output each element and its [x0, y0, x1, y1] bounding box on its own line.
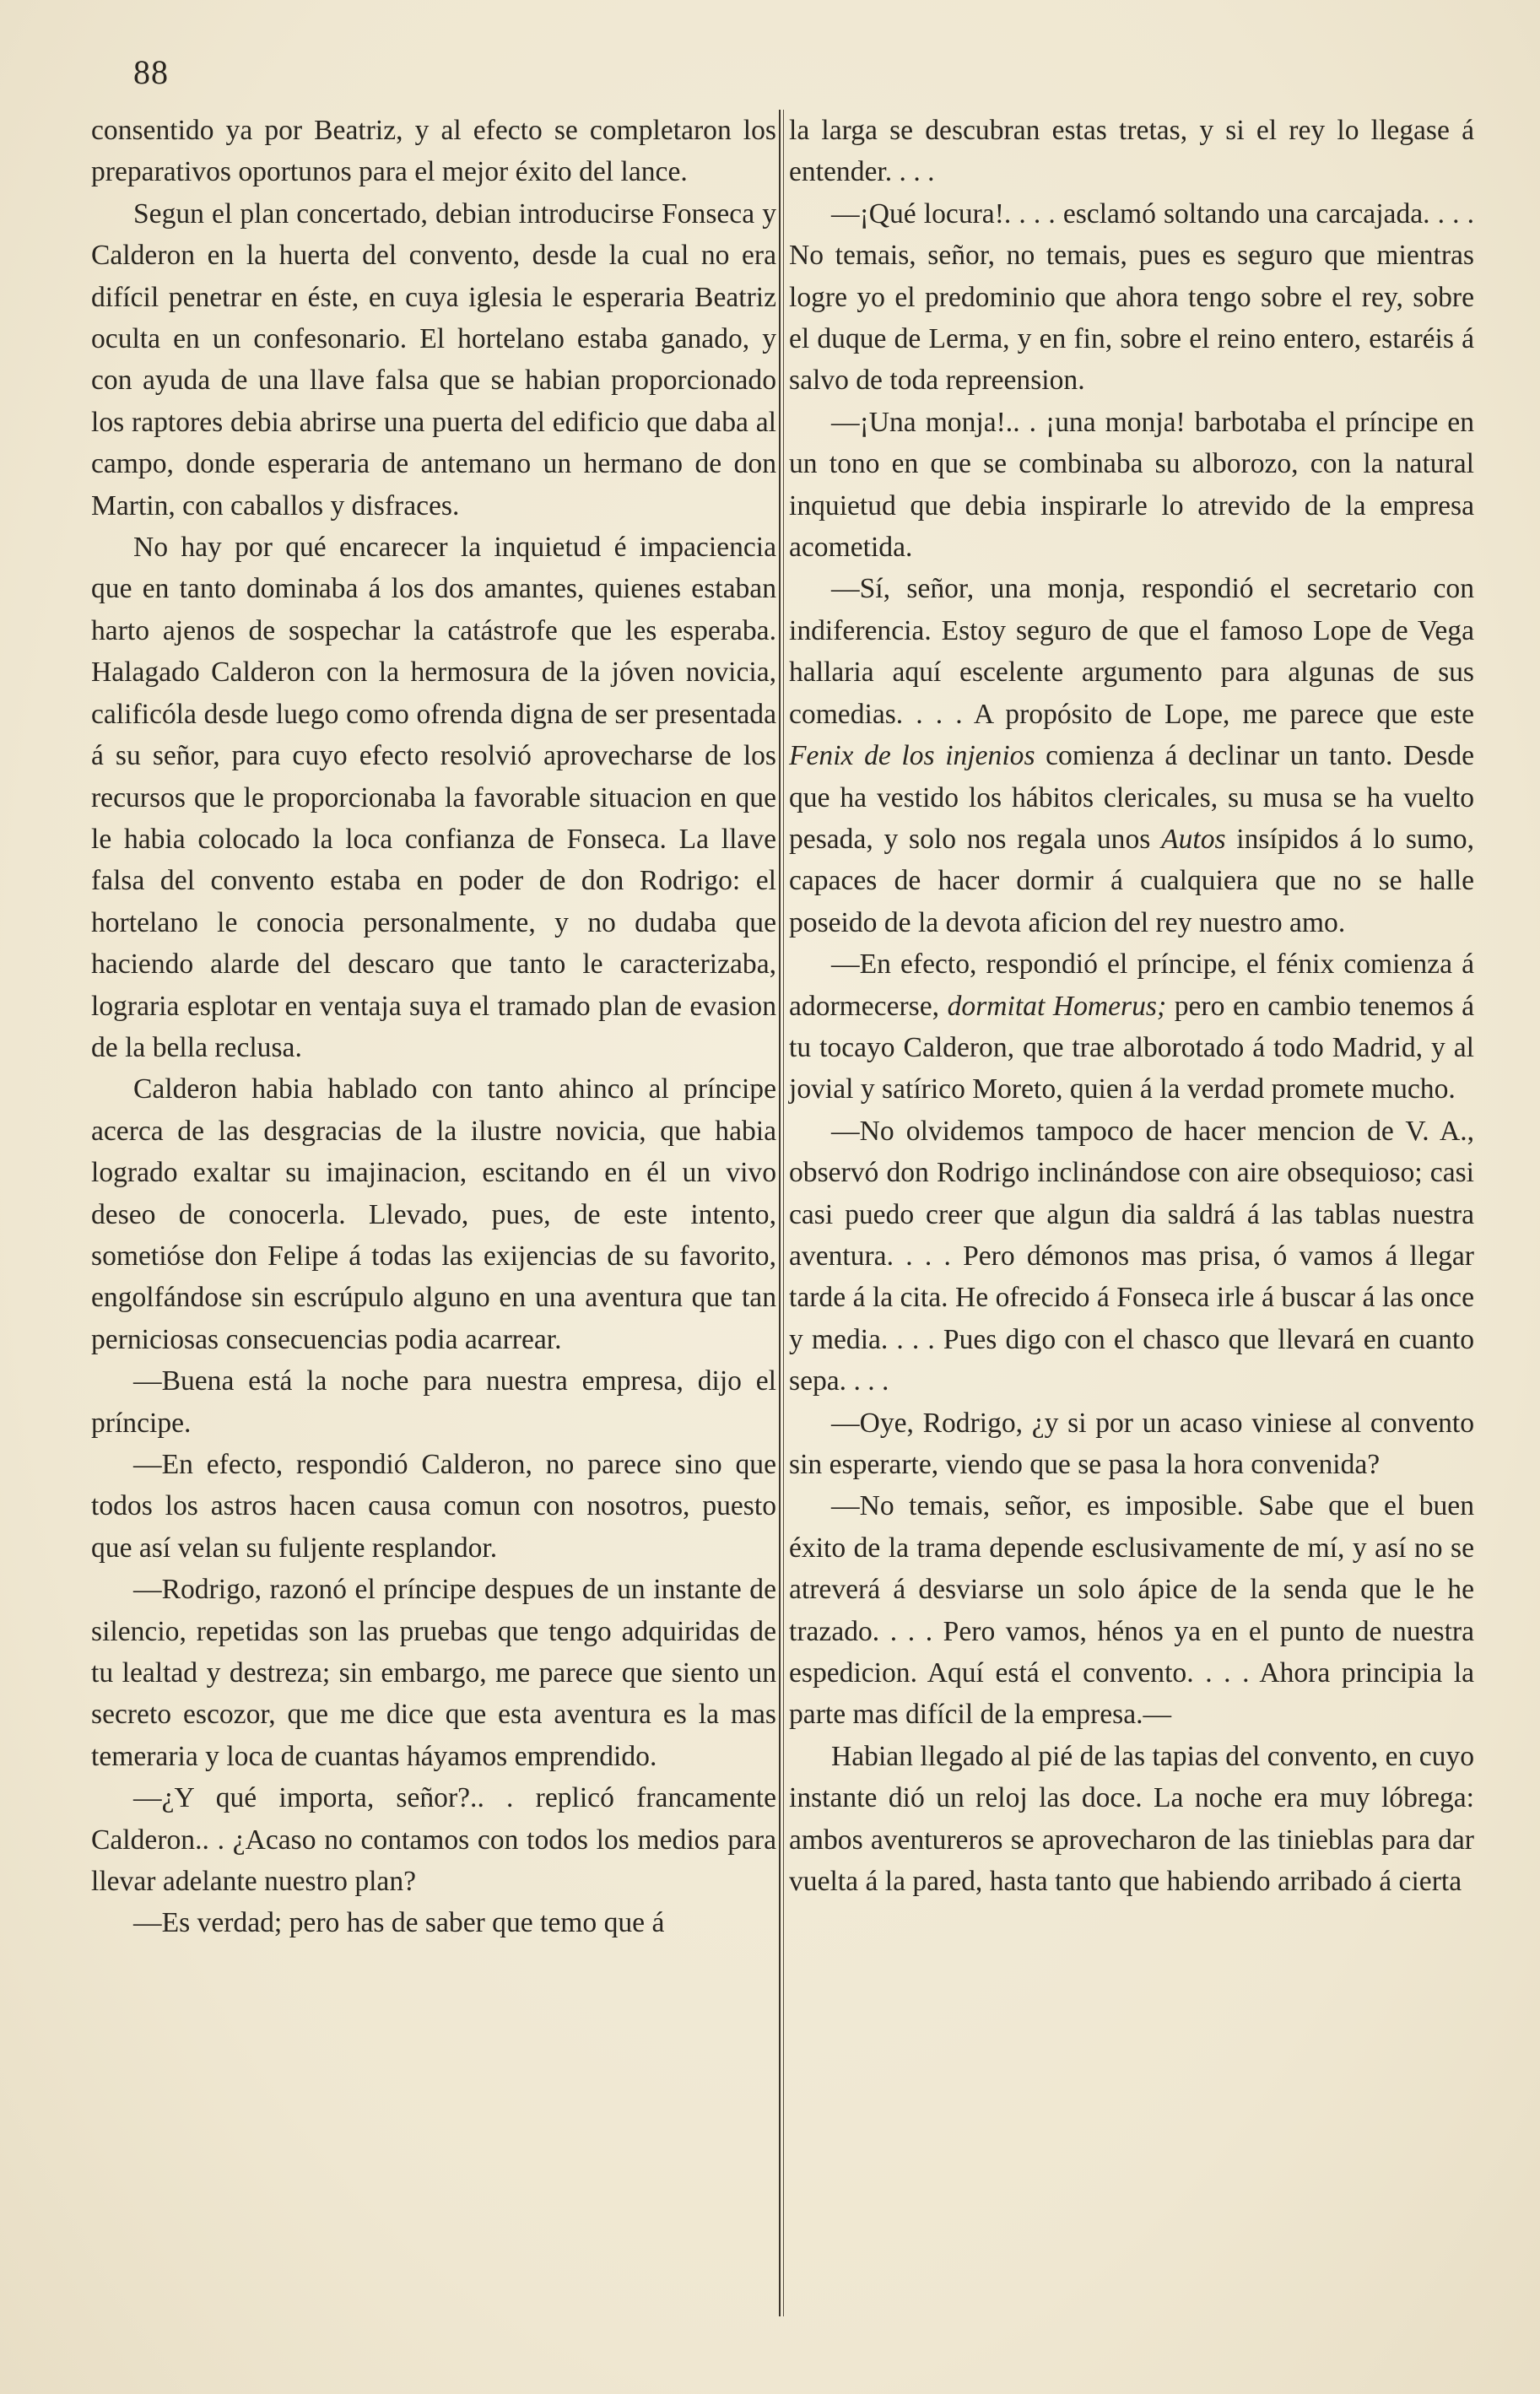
paragraph [789, 568, 1474, 943]
text-run: —Sí, señor, una monja, respondió el secretario con indiferencia. Estoy seguro de que el famoso Lope de Vega hallaria aquí escelente argumento para algunas de sus comedias. . . . A propósito de Lope, me parece que este [789, 573, 1474, 730]
paragraph [789, 943, 1474, 1111]
italic-title: Autos [1161, 823, 1226, 855]
italic-title: Fenix de los injenios [789, 740, 1035, 772]
paragraph: —En efecto, respondió Calderon, no parece sino que todos los astros hacen causa comun con nosotros, puesto que así velan su fuljente resplandor. [91, 1449, 776, 1564]
paragraph: —No temais, señor, es imposible. Sabe que el buen éxito de la trama depende esclusivamente de mí, y así no se atreverá á desviarse un solo ápice de la senda que le he trazado. . . . Pero vamos, hénos ya en el punto de nuestra espedicion. Aquí está el convento. . . . Ahora principia la parte mas difícil de la empresa.— [789, 1490, 1474, 1731]
paragraph: —¡Una monja!.. . ¡una monja! barbotaba el príncipe en un tono en que se combinaba su alborozo, con la natural inquietud que debia inspirarle lo atrevido de la empresa acometida. [789, 406, 1474, 564]
paragraph: la larga se descubran estas tretas, y si el rey lo llegase á entender. . . . [789, 115, 1474, 188]
text-run: comienza á declinar un tanto. Desde que ha vestido los hábitos clericales, su musa se ha vuelto pesada, y solo nos regala unos [789, 740, 1474, 855]
paragraph: Calderon habia hablado con tanto ahinco al príncipe acerca de las desgracias de la ilustre novicia, que habia logrado exaltar su imajinacion, escitando en él un vivo deseo de conocerla. Llevado, pues, de este intento, sometióse don Felipe á todas las exijencias de su favorito, engolfándose sin escrúpulo alguno en una aventura que tan perniciosas consecuencias podia acarrear. [91, 1073, 776, 1355]
text-run: insípidos á lo sumo, capaces de hacer dormir á cualquiera que no se halle poseido de la devota aficion del rey nuestro amo. [789, 823, 1474, 938]
paragraph: —¡Qué locura!. . . . esclamó soltando una carcajada. . . . No temais, señor, no temais, pues es seguro que mientras logre yo el predominio que ahora tengo sobre el rey, sobre el duque de Lerma, y en fin, sobre el reino entero, estaréis á salvo de toda repreension. [789, 197, 1474, 397]
left-column [91, 110, 776, 1944]
page-number: 88 [133, 53, 169, 91]
paragraph: —Es verdad; pero has de saber que temo que á [133, 1907, 665, 1939]
right-column [789, 110, 1474, 1902]
paragraph: —Rodrigo, razonó el príncipe despues de un instante de silencio, repetidas son las pruebas que tengo adquiridas de tu lealtad y destreza; sin embargo, me parece que siento un secreto escozor, que me dice que esta aventura es la mas temeraria y loca de cuantas háyamos emprendido. [91, 1574, 776, 1772]
text-run: pero en cambio tenemos á tu tocayo Calderon, que trae alborotado á todo Madrid, y al jovial y satírico Moreto, quien á la verdad promete mucho. [789, 990, 1474, 1105]
column-divider [779, 110, 781, 2316]
column-divider [783, 110, 784, 2316]
paragraph: Segun el plan concertado, debian introducirse Fonseca y Calderon en la huerta del convento, desde la cual no era difícil penetrar en éste, en cuya iglesia le esperaria Beatriz oculta en un confesonario. El hortelano estaba ganado, y con ayuda de una llave falsa que se habian proporcionado los raptores debia abrirse una puerta del edificio que daba al campo, donde esperaria de antemano un hermano de don Martin, con caballos y disfraces. [91, 197, 776, 521]
paragraph: consentido ya por Beatriz, y al efecto se completaron los preparativos oportunos para el mejor éxito del lance. [91, 115, 776, 188]
paragraph: —Buena está la noche para nuestra empresa, dijo el príncipe. [91, 1365, 776, 1439]
paragraph: No hay por qué encarecer la inquietud é impaciencia que en tanto dominaba á los dos amantes, quienes estaban harto ajenos de sospechar la catástrofe que les esperaba. Halagado Calderon con la hermosura de la jóven novicia, calificóla desde luego como ofrenda digna de ser presentada á su señor, para cuyo efecto resolvió aprovecharse de los recursos que le proporcionaba la favorable situacion en que le habia colocado la loca confianza de Fonseca. La llave falsa del convento estaba en poder de don Rodrigo: el hortelano le conocia personalmente, y no dudaba que haciendo alarde del descaro que tanto le caracterizaba, lograria esplotar en ventaja suya el tramado plan de evasion de la bella reclusa. [91, 532, 776, 1063]
paragraph: —¿Y qué importa, señor?.. . replicó francamente Calderon.. . ¿Acaso no contamos con todos los medios para llevar adelante nuestro plan? [91, 1782, 776, 1898]
paragraph: Habian llegado al pié de las tapias del convento, en cuyo instante dió un reloj las doce. La noche era muy lóbrega: ambos aventureros se aprovecharon de las tinieblas para dar vuelta á la pared, hasta tanto que habiendo arribado á cierta [789, 1740, 1474, 1898]
italic-quote: dormitat Homerus; [947, 990, 1167, 1022]
text-run: —En efecto, respondió el príncipe, el fénix comienza á adormecerse, [789, 948, 1474, 1022]
paragraph: —No olvidemos tampoco de hacer mencion de V. A., observó don Rodrigo inclinándose con aire obsequioso; casi casi puedo creer que algun dia saldrá á las tablas nuestra aventura. . . . Pero démonos mas prisa, ó vamos á llegar tarde á la cita. He ofrecido á Fonseca irle á buscar á las once y media. . . . Pues digo con el chasco que llevará en cuanto sepa. . . . [789, 1115, 1474, 1397]
paragraph: —Oye, Rodrigo, ¿y si por un acaso viniese al convento sin esperarte, viendo que se pasa la hora convenida? [789, 1407, 1474, 1480]
